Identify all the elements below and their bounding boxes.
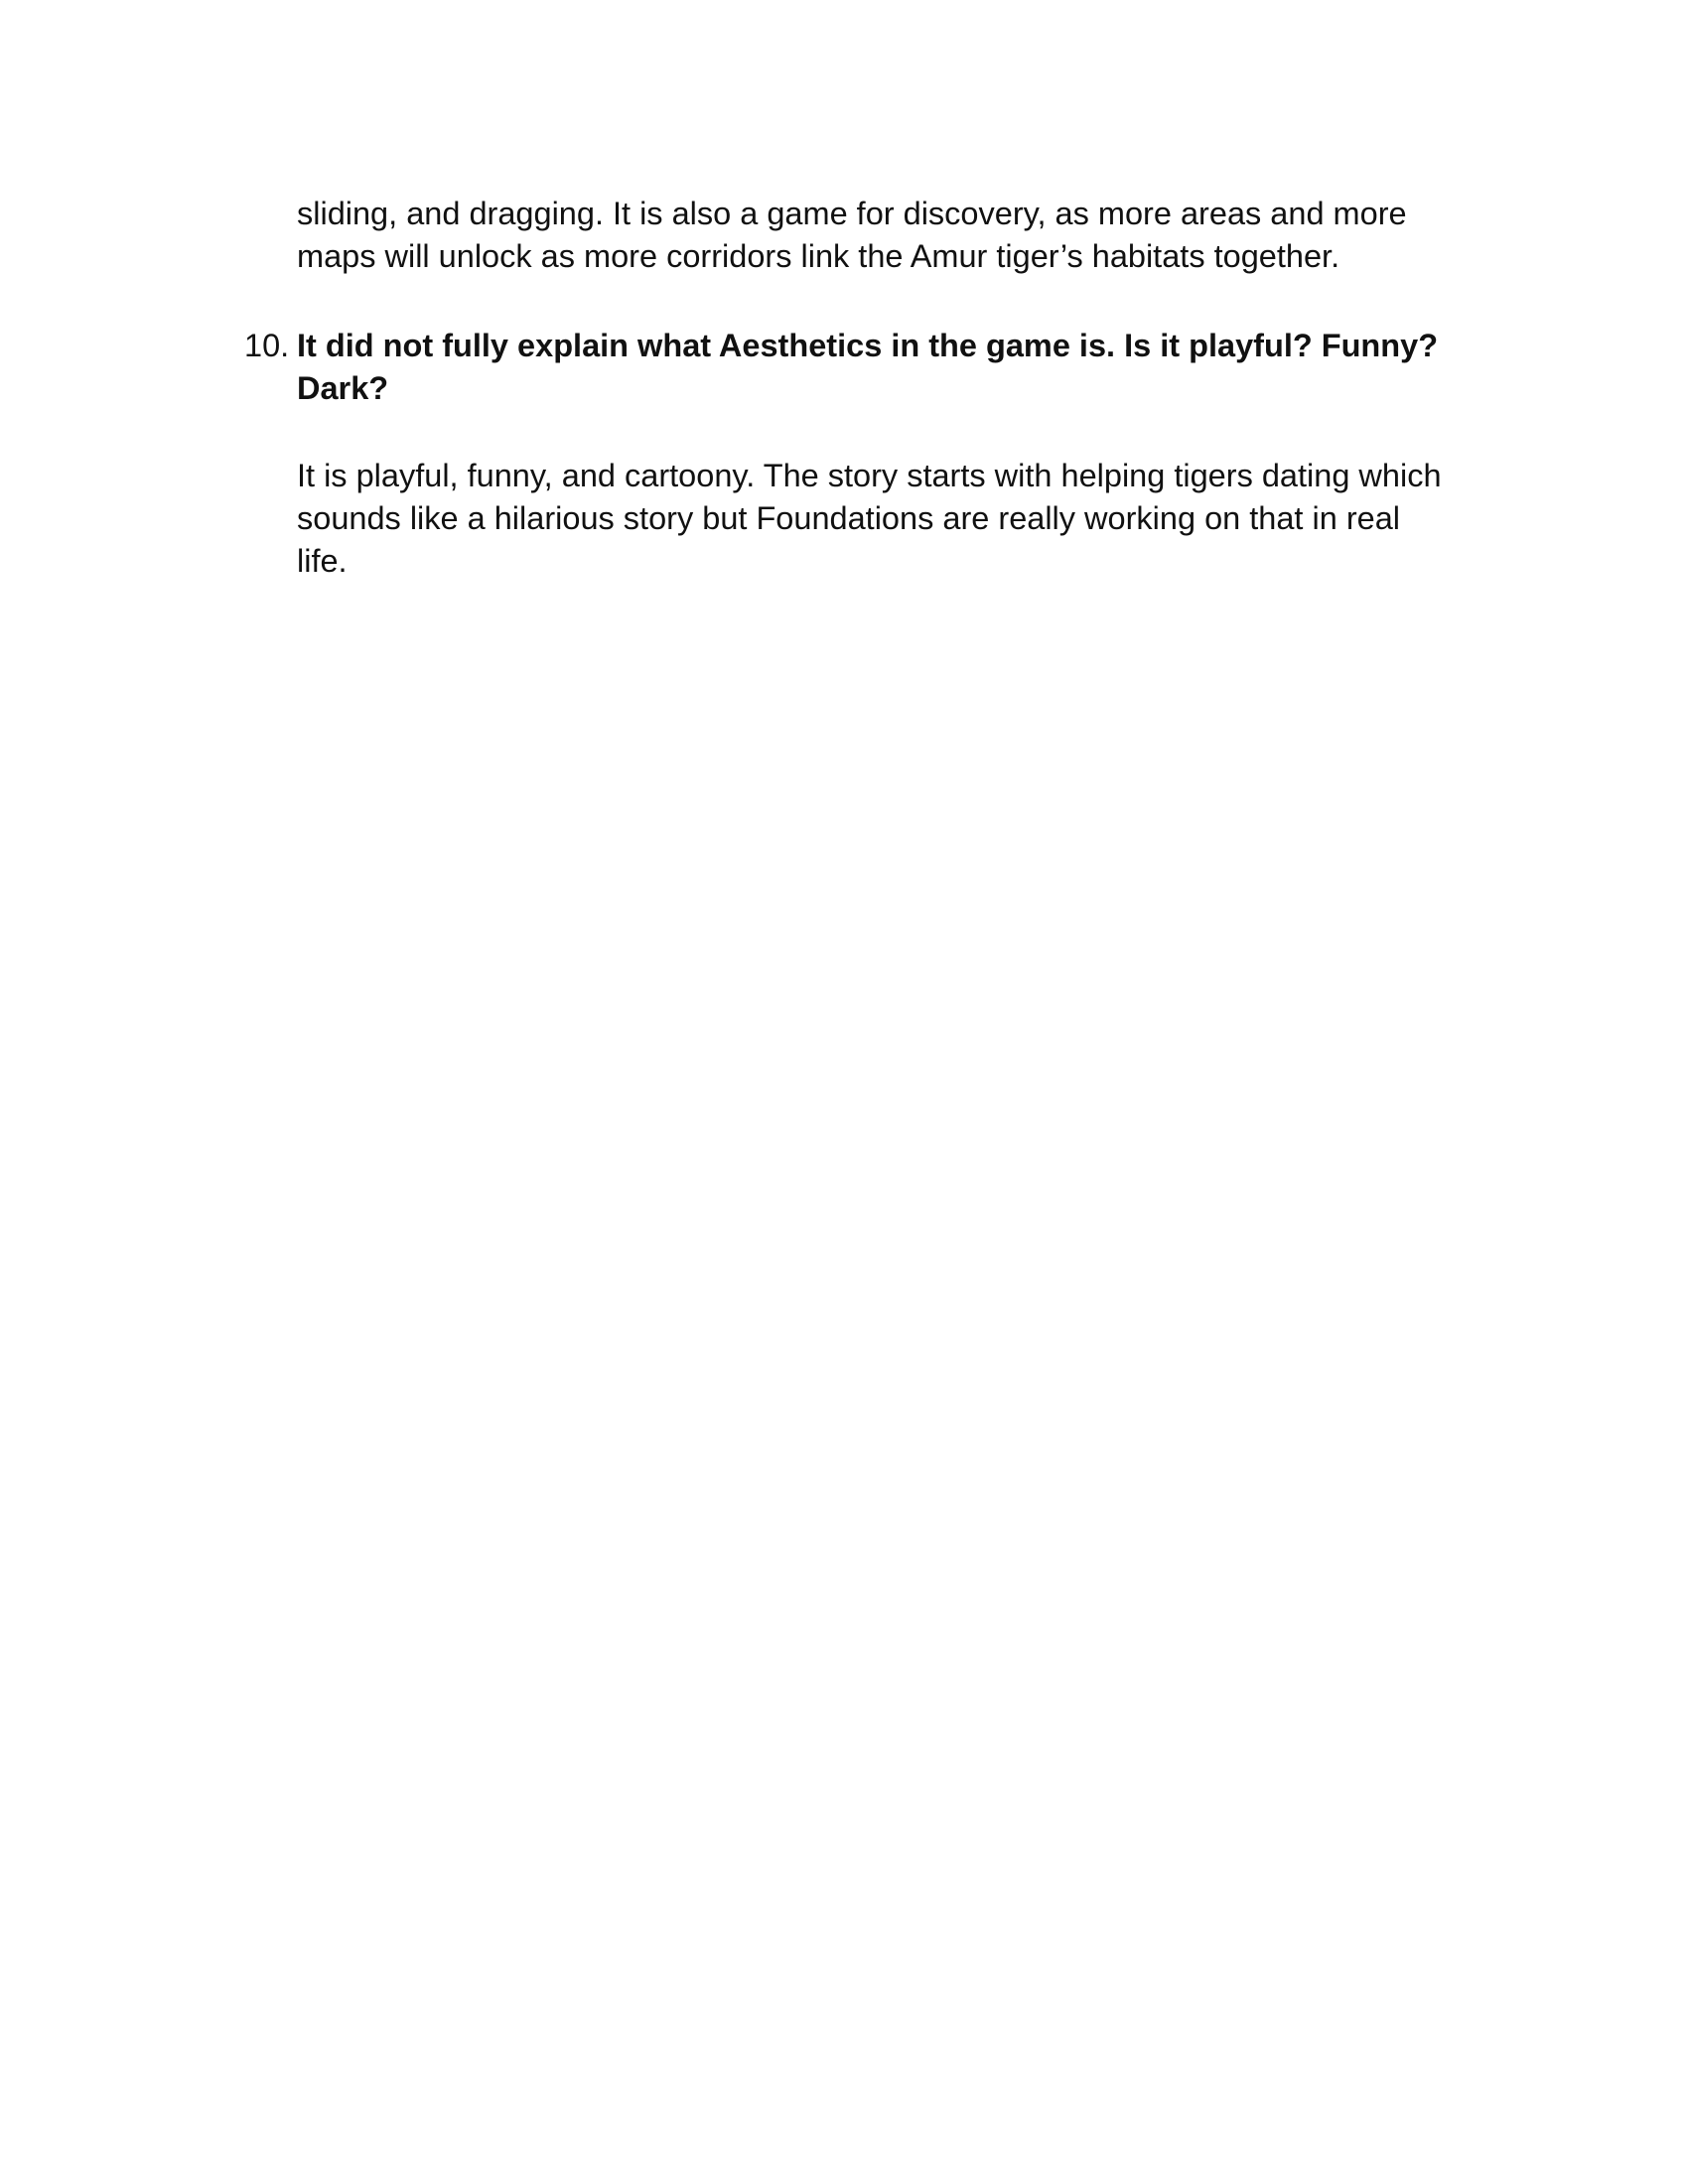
question-line: Dark?: [297, 370, 389, 406]
question-number: 10.: [244, 328, 290, 363]
answer-paragraph: [297, 455, 1488, 583]
paragraph-line: sliding, and dragging. It is also a game for discovery, as more areas and more: [297, 196, 1407, 231]
paragraph-line: maps will unlock as more corridors link the Amur tiger’s habitats together.: [297, 238, 1340, 274]
paragraph-line: life.: [297, 543, 348, 579]
question-text: [297, 325, 1488, 410]
paragraph-line: sounds like a hilarious story but Foundations are really working on that in real: [297, 500, 1401, 536]
continuation-paragraph: [297, 193, 1488, 278]
question-line: It did not fully explain what Aesthetics in the game is. Is it playful? Funny?: [297, 328, 1439, 363]
paragraph-line: It is playful, funny, and cartoony. The story starts with helping tigers dating which: [297, 458, 1442, 493]
